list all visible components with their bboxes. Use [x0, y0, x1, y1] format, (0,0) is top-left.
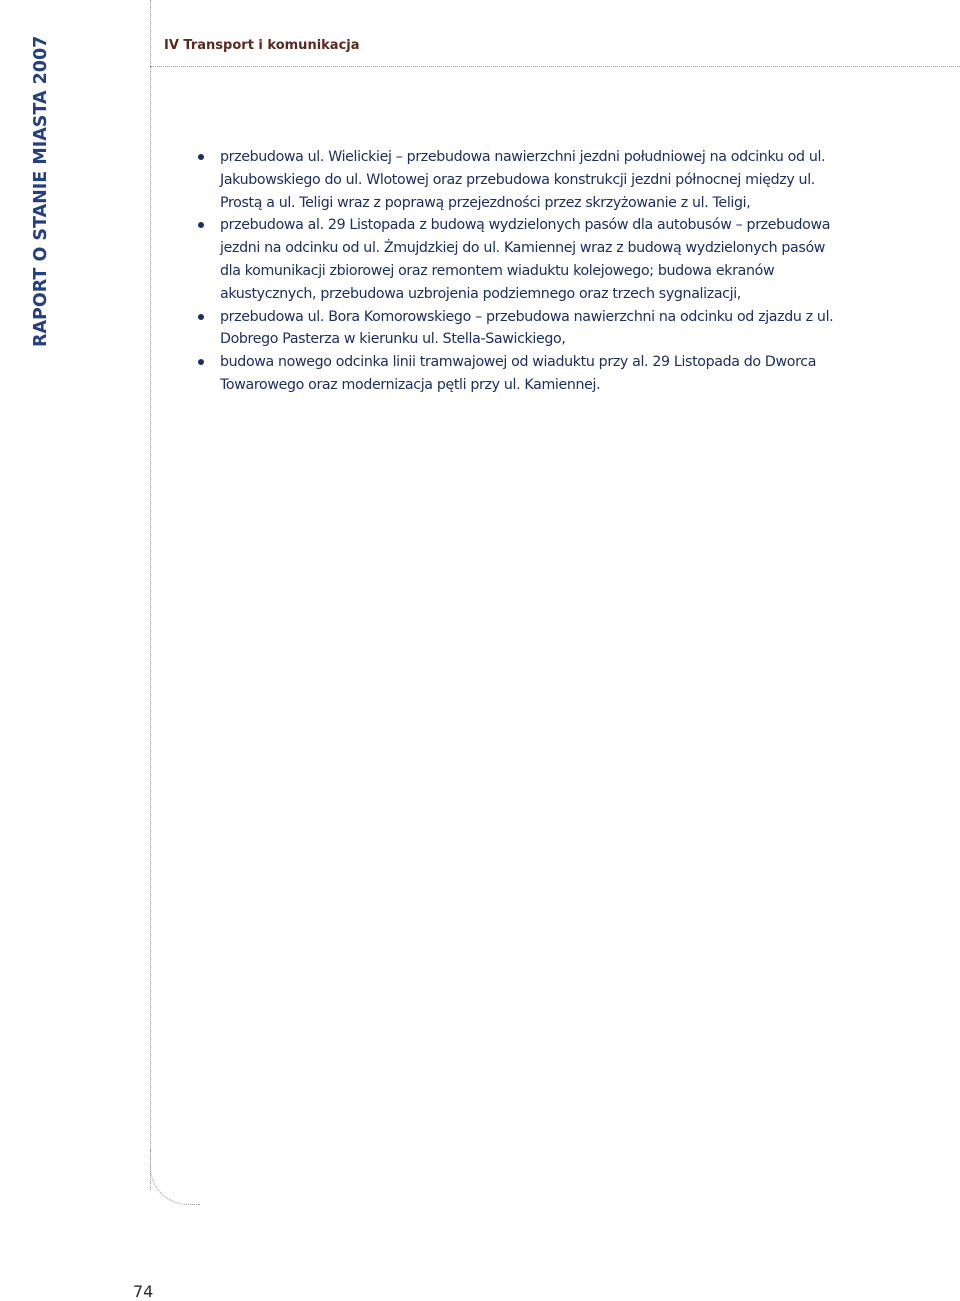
- margin-rule-corner: [150, 1150, 200, 1205]
- list-item: [195, 214, 835, 305]
- bullet-icon: [198, 222, 204, 228]
- side-title: RAPORT O STANIE MIASTA 2007: [31, 35, 51, 347]
- list-item: [195, 351, 835, 397]
- list-item-text: przebudowa al. 29 Listopada z budową wydzielonych pasów dla autobusów – przebudowa jezdni na odcinku od ul. Żmujdzkiej do ul. Kamiennej wraz z budową wydzielonych pasów dla komunikacji zbiorowej oraz remontem wiaduktu kolejowego; budowa ekranów akustycznych, przebudowa uzbrojenia podziemnego oraz trzech sygnalizacji,: [220, 217, 831, 302]
- list-item-text: przebudowa ul. Wielickiej – przebudowa nawierzchni jezdni południowej na odcinku od ul. Jakubowskiego do ul. Wlotowej oraz przebudowa konstrukcji jezdni północnej między ul. Prostą a ul. Teligi wraz z poprawą przejezdności przez skrzyżowanie z ul. Teligi,: [220, 149, 826, 211]
- bullet-icon: [198, 154, 204, 160]
- bullet-icon: [198, 359, 204, 365]
- bullet-icon: [198, 314, 204, 320]
- bullet-list: [195, 146, 835, 397]
- page-number: 74: [133, 1282, 154, 1301]
- list-item: [195, 146, 835, 214]
- header-rule: [150, 66, 960, 67]
- list-item-text: przebudowa ul. Bora Komorowskiego – przebudowa nawierzchni na odcinku od zjazdu z ul. Dobrego Pasterza w kierunku ul. Stella-Sawickiego,: [220, 308, 834, 348]
- margin-rule-vertical: [150, 0, 151, 1190]
- list-item: [195, 306, 835, 352]
- section-header: IV Transport i komunikacja: [164, 38, 360, 53]
- list-item-text: budowa nowego odcinka linii tramwajowej od wiaduktu przy al. 29 Listopada do Dworca Towarowego oraz modernizacja pętli przy ul. Kamiennej.: [220, 354, 817, 393]
